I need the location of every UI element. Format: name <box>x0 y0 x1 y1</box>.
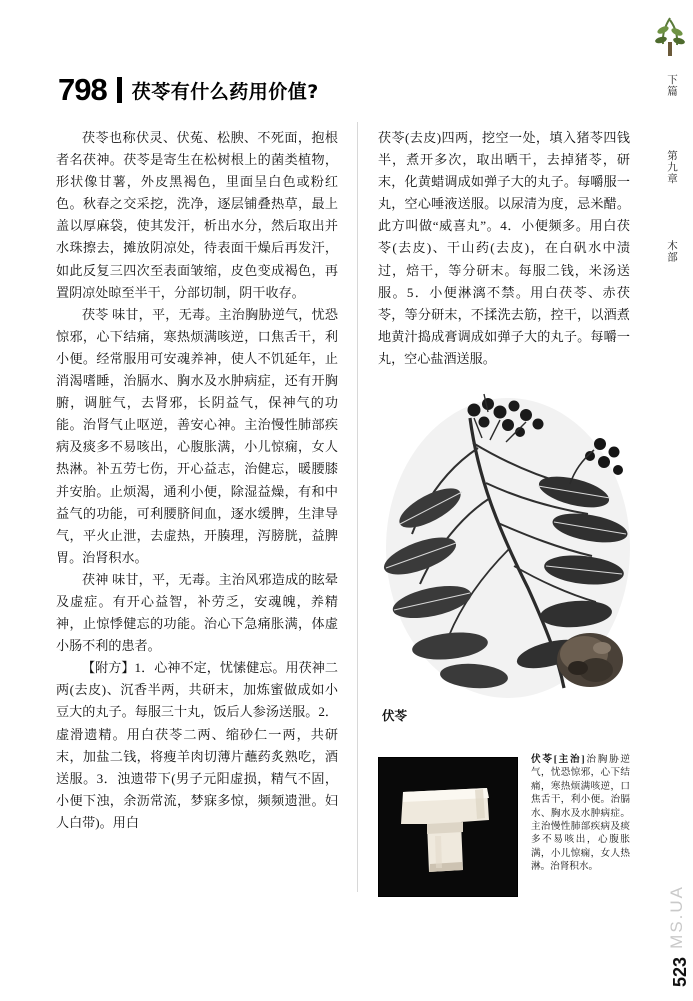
left-text-column <box>56 127 338 834</box>
paragraph: 茯苓 味甘，平，无毒。主治胸胁逆气，忧恐惊邪，心下结痛，寒热烦满咳逆，口焦舌干，利小便。经常服用可安魂养神，使人不饥延年，止消渴嗜睡，治膈水、胸水及水肿病症，还有开胸腑，调脏气，去肾邪，长阴益气，保神气的功能。治肾气止呕逆，善安心神。主治慢性肺部疾病及痰多不易咳出，心腹胀满，小儿惊痫，女人热淋。补五劳七伤，开心益志，治健忘，暖腰膝并安胎。止烦渴，通利小便，除湿益燥，有和中益气的功能，可利腰脐间血，逐水缓脾，生津导气，平火止泄，去虚热，开腠理，泻膀胱，益脾胃。治肾积水。 <box>56 306 338 565</box>
paragraph: 茯神 味甘，平，无毒。主治风邪造成的眩晕及虚症。有开心益智，补劳乏，安魂魄，养精神，止惊悸健忘的功能。治心下急痛胀满，体虚小肠不利的患者。 <box>56 571 338 654</box>
specimen-photo-svg <box>379 758 517 896</box>
heading-divider-bar <box>117 77 122 103</box>
page-heading <box>58 72 319 108</box>
page-title: 茯苓有什么药用价值? <box>131 80 319 103</box>
column-divider <box>357 122 358 892</box>
note-bracket: [主治] <box>553 754 585 765</box>
paragraph: 【附方】1．心神不定，忧愫健忘。用茯神二两(去皮)、沉香半两，共研末，加炼蜜做成如小豆大的丸子。每服三十丸，饭后人参汤送服。2．虚滑遗精。用白茯苓二两、缩砂仁一两，共研末，加盐二钱，将瘦羊肉切薄片蘸药炙熟吃，酒送服。3．浊遗带下(男子元阳虚损，精气不固，小便下浊，余沥常流，梦寐多惊，频频遗泄。妇人白带)。用白 <box>56 660 338 830</box>
figure-note <box>531 753 630 874</box>
paragraph: 茯苓也称伏灵、伏菟、松腴、不死面，抱根者名茯神。茯苓是寄生在松树根上的菌类植物，形状像甘薯，外皮黑褐色，里面呈白色或粉红色。秋春之交采挖，洗净，逐层铺叠热草，最上盖以厚麻袋，使其发汗，析出水分，然后取出并水珠擦去，摊放阴凉处，待表面干燥后再发汗，如此反复三四次至表面皱缩，皮色变成褐色，再置阴凉处晾至半干，分部切制，阴干收存。 <box>56 130 338 300</box>
plant-illustration-svg <box>378 388 630 706</box>
watermark: MS.UA <box>667 885 686 949</box>
right-text-column <box>378 127 630 370</box>
side-rail <box>647 0 693 1001</box>
specimen-photo <box>378 757 518 897</box>
plant-illustration <box>378 388 630 706</box>
rail-chapter-label: 第九章 <box>666 150 677 185</box>
note-term: 伏苓 <box>531 754 554 765</box>
heading-number: 798 <box>58 72 107 107</box>
page-number: 523 <box>670 956 690 987</box>
paragraph: 茯苓(去皮)四两，挖空一处，填入猪苓四钱半，煮开多次，取出晒干，去掉猪苓，研末，化黄蜡调成如弹子大的丸子。每嚼服一丸，空心唾液送服。以尿清为度，忌米醋。此方叫做“威喜丸”。4．小便频多。用白茯苓(去皮)、干山药(去皮)，在白矾水中渍过，焙干，等分研末。每服二钱，米汤送服。5．小便淋漓不禁。用白茯苓、赤茯苓，等分研末，不揉洗去筋，控干，以酒煮地黄汁捣成膏调成如弹子大的丸子。每嚼一丸，空心盐酒送服。 <box>378 130 630 366</box>
rail-section-label: 下篇 <box>666 74 677 97</box>
rail-part-label: 木部 <box>666 240 677 263</box>
note-text: 治胸胁逆气，忧恐惊邪，心下结痛，寒热烦满咳逆，口焦舌干，利小便。治膈水、胸水及水肿病症。主治慢性肺部疾病及痰多不易咳出，心腹胀满，小儿惊痫，女人热淋。治肾积水。 <box>531 754 631 873</box>
figure-caption: 伏苓 <box>382 709 408 723</box>
book-logo-icon <box>651 14 689 60</box>
